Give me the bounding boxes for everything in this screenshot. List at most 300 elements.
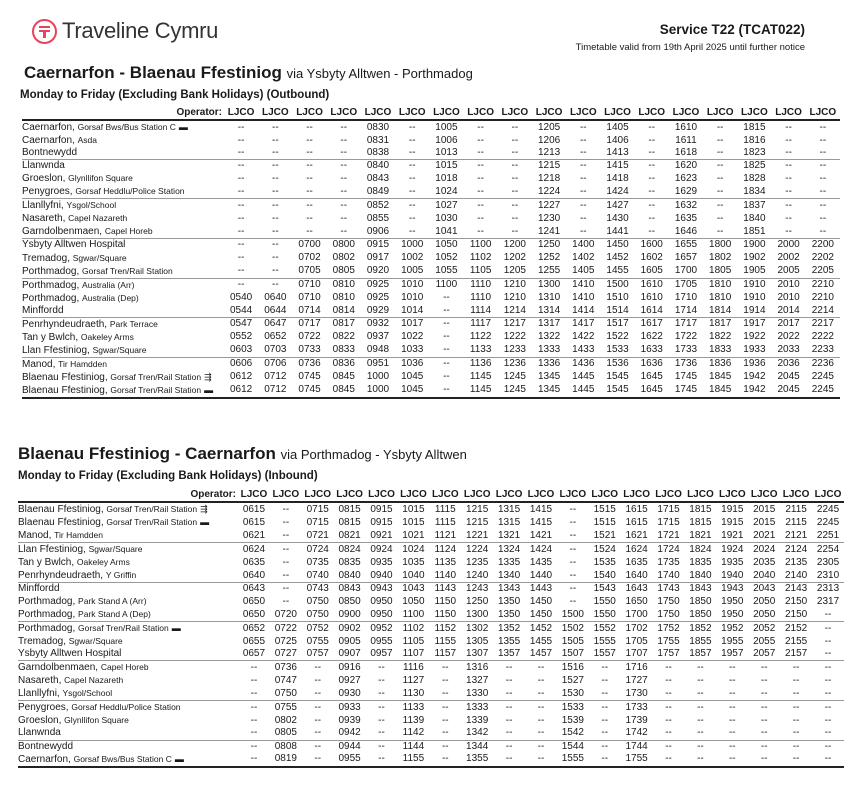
- table-row: [22, 331, 840, 344]
- departure-time: --: [340, 121, 348, 133]
- departure-time: 0948: [366, 344, 390, 356]
- stop-detail: Oakeley Arms: [76, 557, 130, 567]
- departure-time: --: [271, 172, 279, 184]
- departure-time: 1910: [743, 292, 766, 304]
- departure-time: 2205: [811, 265, 834, 277]
- stop-detail: Glynllifon Square: [64, 715, 129, 726]
- departure-time: 0907: [338, 648, 361, 660]
- stop-detail: Tir Hamdden: [58, 358, 107, 369]
- departure-time: --: [792, 687, 800, 699]
- departure-time: 2022: [777, 331, 800, 343]
- operator-code: LJCO: [224, 106, 258, 120]
- operator-code: LJCO: [532, 106, 566, 120]
- departure-time: 0935: [370, 556, 393, 568]
- departure-time: 1645: [640, 371, 663, 383]
- departure-time: --: [493, 661, 525, 675]
- departure-time: 2124: [780, 543, 812, 557]
- operator-code: LJCO: [621, 488, 653, 502]
- departure-time: 0540: [229, 292, 253, 304]
- departure-time: 1317: [532, 317, 566, 331]
- outbound-route-name: Caernarfon - Blaenau Ffestiniog: [24, 63, 282, 82]
- departure-time: 1250: [532, 239, 566, 252]
- departure-time: 0900: [338, 608, 361, 620]
- departure-time: 1127: [402, 674, 425, 686]
- departure-time: 1000: [395, 239, 429, 252]
- departure-time: 2251: [816, 529, 840, 541]
- departure-time: 2015: [753, 516, 776, 528]
- departure-time: --: [635, 160, 669, 173]
- departure-time: 1823: [743, 147, 766, 159]
- departure-time: 0925: [366, 292, 390, 304]
- departure-time: --: [760, 674, 768, 686]
- departure-time: 0830: [366, 121, 390, 133]
- departure-time: --: [812, 622, 844, 636]
- departure-time: 0843: [366, 172, 390, 184]
- departure-time: --: [824, 714, 832, 726]
- departure-time: 1605: [640, 265, 663, 277]
- departure-time: --: [282, 529, 290, 541]
- departure-time: 0808: [270, 740, 302, 753]
- stop-detail: Sgwar/Square: [68, 636, 123, 647]
- departure-time: --: [697, 727, 704, 739]
- inbound-route-via: via Porthmadog - Ysbyty Alltwen: [280, 447, 467, 462]
- departure-time: 1542: [561, 727, 584, 739]
- departure-time: 1345: [532, 384, 566, 398]
- departure-time: 2200: [806, 239, 840, 252]
- departure-time: 1144: [397, 740, 429, 753]
- departure-time: --: [306, 121, 313, 133]
- departure-time: 1824: [684, 543, 716, 557]
- departure-time: --: [824, 687, 832, 699]
- departure-time: 2317: [816, 595, 840, 607]
- departure-time: 1643: [621, 583, 653, 596]
- departure-time: --: [314, 714, 322, 726]
- stop-main: Llanwnda: [18, 727, 61, 739]
- departure-time: --: [716, 185, 724, 197]
- operator-code: LJCO: [366, 488, 398, 502]
- departure-time: --: [812, 753, 844, 767]
- departure-time: 0906: [366, 225, 390, 237]
- departure-time: 2143: [780, 583, 812, 596]
- departure-time: 0845: [327, 384, 361, 398]
- departure-time: 1817: [703, 317, 737, 331]
- stop-detail: Gorsaf Tren/Rail Station: [78, 623, 169, 634]
- stop-name: [18, 714, 238, 727]
- departure-time: --: [505, 674, 513, 686]
- departure-time: 1406: [606, 134, 629, 146]
- stop-main: Porthmadog,: [22, 292, 80, 304]
- departure-time: --: [511, 121, 519, 133]
- departure-time: 0845: [332, 371, 355, 383]
- departure-time: --: [477, 147, 484, 159]
- inbound-route-name: Blaenau Ffestiniog - Caernarfon: [18, 444, 276, 463]
- departure-time: 2002: [777, 252, 800, 264]
- departure-time: --: [340, 185, 348, 197]
- departure-time: 2036: [772, 357, 806, 371]
- departure-time: --: [302, 701, 334, 715]
- departure-time: --: [464, 199, 498, 213]
- departure-time: --: [464, 160, 498, 173]
- operator-code: LJCO: [258, 106, 292, 120]
- departure-time: 1307: [466, 648, 489, 660]
- departure-time: 1533: [606, 344, 629, 356]
- departure-time: 1715: [657, 503, 680, 515]
- bus-icon: ▬: [174, 753, 184, 764]
- departure-time: 1527: [561, 674, 584, 686]
- table-row: [22, 120, 840, 134]
- departure-time: 0736: [270, 661, 302, 675]
- departure-time: 1942: [737, 384, 771, 398]
- departure-time: 1633: [640, 344, 663, 356]
- departure-time: --: [716, 134, 724, 146]
- departure-time: --: [716, 147, 724, 159]
- departure-time: 0955: [334, 753, 366, 767]
- table-row: [18, 648, 844, 661]
- departure-time: 1221: [466, 529, 489, 541]
- stop-main: Blaenau Ffestiniog,: [18, 517, 104, 528]
- departure-time: --: [340, 134, 348, 146]
- departure-time: 1017: [395, 317, 429, 331]
- departure-time: 0650: [242, 595, 266, 607]
- stop-main: Tremadog,: [18, 636, 66, 648]
- stop-main: Porthmadog,: [22, 279, 80, 291]
- departure-time: --: [408, 185, 416, 197]
- departure-time: --: [282, 516, 290, 528]
- departure-time: --: [314, 727, 322, 739]
- departure-time: 1740: [657, 569, 680, 581]
- departure-time: 1636: [635, 357, 669, 371]
- departure-time: --: [314, 674, 322, 686]
- stop-name: [22, 120, 224, 134]
- departure-time: --: [601, 687, 609, 699]
- departure-time: 1755: [657, 635, 680, 647]
- operator-code: LJCO: [292, 106, 326, 120]
- departure-time: --: [780, 753, 812, 767]
- departure-time: 1714: [674, 304, 698, 316]
- departure-time: 2010: [777, 292, 800, 304]
- departure-time: --: [525, 740, 557, 753]
- departure-time: --: [237, 225, 245, 237]
- operator-code: LJCO: [716, 488, 748, 502]
- inbound-route-title: [18, 444, 467, 464]
- departure-time: 1352: [493, 622, 525, 636]
- departure-time: 0805: [332, 265, 355, 277]
- stop-main: Llan Ffestiniog,: [22, 344, 90, 356]
- table-row: [22, 305, 840, 318]
- departure-time: --: [443, 371, 450, 383]
- departure-time: 0640: [242, 569, 266, 581]
- departure-time: 2313: [812, 583, 844, 596]
- departure-time: --: [270, 583, 302, 596]
- departure-time: 1410: [566, 278, 600, 292]
- departure-time: --: [505, 687, 513, 699]
- departure-time: 1550: [593, 608, 616, 620]
- departure-time: --: [703, 199, 737, 213]
- departure-time: 1736: [669, 357, 703, 371]
- departure-time: 1024: [435, 185, 458, 197]
- departure-time: 0950: [370, 595, 393, 607]
- departure-time: 1110: [470, 292, 492, 304]
- departure-time: 2045: [777, 371, 800, 383]
- departure-time: --: [648, 121, 656, 133]
- departure-time: 1115: [434, 516, 456, 528]
- departure-time: --: [378, 727, 385, 739]
- stop-name: [22, 344, 224, 358]
- departure-time: 0835: [338, 556, 361, 568]
- departure-time: --: [498, 199, 532, 213]
- departure-time: 2005: [777, 265, 800, 277]
- departure-time: --: [748, 661, 780, 675]
- stop-main: Groeslon,: [22, 173, 66, 185]
- departure-time: 1133: [469, 344, 492, 356]
- departure-time: 1415: [529, 516, 553, 528]
- departure-time: --: [780, 701, 812, 715]
- stop-main: Llan Ffestiniog,: [18, 544, 86, 555]
- departure-time: 0603: [229, 344, 253, 356]
- departure-time: 1110: [464, 278, 498, 292]
- departure-time: 1418: [606, 172, 629, 184]
- departure-time: --: [511, 172, 519, 184]
- departure-time: 1722: [674, 331, 698, 343]
- departure-time: --: [477, 185, 484, 197]
- departure-time: 0852: [361, 199, 395, 213]
- departure-time: --: [271, 212, 279, 224]
- table-row: [22, 172, 840, 185]
- stop-name: [18, 648, 238, 661]
- departure-time: --: [271, 134, 279, 146]
- table-row: [18, 556, 844, 569]
- departure-time: --: [569, 569, 577, 581]
- table-row: [22, 160, 840, 173]
- departure-time: --: [569, 503, 577, 515]
- departure-time: --: [601, 674, 609, 686]
- outbound-route-title: [24, 63, 473, 83]
- departure-time: 1745: [669, 384, 703, 398]
- departure-time: 0800: [327, 239, 361, 252]
- bus-icon: ▬: [171, 623, 181, 634]
- departure-time: --: [589, 753, 621, 767]
- departure-time: 1036: [395, 357, 429, 371]
- departure-time: 1117: [464, 317, 498, 331]
- departure-time: 0643: [238, 583, 270, 596]
- departure-time: 1215: [532, 160, 566, 173]
- departure-time: 2121: [784, 529, 808, 541]
- departure-time: 0916: [334, 661, 366, 675]
- departure-time: 1510: [606, 292, 629, 304]
- departure-time: 1750: [657, 608, 680, 620]
- departure-time: --: [824, 648, 832, 660]
- departure-time: 1517: [600, 317, 634, 331]
- departure-time: 1840: [743, 212, 766, 224]
- departure-time: --: [716, 753, 748, 767]
- departure-time: 1445: [572, 371, 595, 383]
- departure-time: 1310: [537, 292, 561, 304]
- outbound-route-via: via Ysbyty Alltwen - Porthmadog: [286, 66, 473, 81]
- departure-time: --: [806, 199, 840, 213]
- departure-time: --: [819, 225, 827, 237]
- operator-code: LJCO: [653, 488, 685, 502]
- departure-time: --: [716, 661, 748, 675]
- departure-time: --: [569, 595, 577, 607]
- departure-time: 1441: [606, 225, 629, 237]
- stop-name: [22, 185, 224, 199]
- departure-time: 1521: [593, 529, 616, 541]
- departure-time: 0855: [366, 212, 390, 224]
- departure-time: --: [728, 714, 736, 726]
- departure-time: 0652: [238, 622, 270, 636]
- departure-time: --: [493, 701, 525, 715]
- departure-time: --: [292, 199, 326, 213]
- operator-code: LJCO: [429, 106, 463, 120]
- departure-time: 1705: [625, 635, 648, 647]
- stop-main: Caernarfon,: [22, 122, 75, 133]
- departure-time: --: [408, 147, 416, 159]
- departure-time: --: [340, 147, 348, 159]
- departure-time: 1230: [537, 212, 561, 224]
- stop-name: [22, 305, 224, 318]
- departure-time: --: [716, 172, 724, 184]
- departure-time: --: [525, 701, 557, 715]
- departure-time: 0840: [361, 160, 395, 173]
- departure-time: 1802: [709, 252, 732, 264]
- stop-main: Blaenau Ffestiniog,: [22, 371, 108, 383]
- departure-time: 1002: [401, 252, 424, 264]
- departure-time: 0624: [238, 543, 270, 557]
- departure-time: 1835: [689, 556, 712, 568]
- departure-time: --: [224, 278, 258, 292]
- departure-time: 1840: [689, 569, 712, 581]
- stop-detail: Capel Nazareth: [64, 675, 124, 686]
- departure-time: --: [525, 753, 557, 767]
- departure-time: 0831: [366, 134, 390, 146]
- service-number: Service T22 (TCAT022): [659, 22, 805, 37]
- table-row: [22, 357, 840, 371]
- departure-time: --: [511, 225, 519, 237]
- departure-time: 1102: [469, 252, 492, 264]
- departure-time: 1427: [600, 199, 634, 213]
- departure-time: 1507: [561, 648, 584, 660]
- stop-detail: Gorsaf Heddlu/Police Station: [71, 702, 181, 713]
- stop-detail: Australia (Arr): [82, 279, 135, 290]
- stop-name: [22, 147, 224, 160]
- departure-time: 0802: [274, 714, 297, 726]
- departure-time: 1030: [435, 212, 458, 224]
- departure-time: 2033: [777, 344, 800, 356]
- departure-time: 1157: [434, 648, 457, 660]
- departure-time: 1735: [657, 556, 680, 568]
- departure-time: --: [601, 727, 609, 739]
- departure-time: --: [589, 740, 621, 753]
- departure-time: 1100: [464, 239, 498, 252]
- departure-time: --: [557, 543, 589, 557]
- departure-time: 1900: [737, 239, 771, 252]
- stop-main: Garndolbenmaen,: [22, 226, 103, 238]
- departure-time: 2040: [753, 569, 776, 581]
- departure-time: --: [306, 172, 313, 184]
- stop-name: [22, 252, 224, 265]
- departure-time: --: [579, 121, 587, 133]
- departure-time: --: [366, 740, 398, 753]
- stop-main: Ysbyty Alltwen Hospital: [18, 648, 122, 660]
- departure-time: 1140: [434, 569, 457, 581]
- departure-time: --: [525, 661, 557, 675]
- departure-time: 1405: [606, 121, 629, 133]
- stop-detail: Gorsaf Tren/Rail Station: [106, 517, 198, 527]
- bus-icon: ▬: [178, 122, 188, 132]
- departure-time: 0902: [334, 622, 366, 636]
- departure-time: 0822: [332, 331, 355, 343]
- table-row: [22, 239, 840, 252]
- operator-header-row: [18, 488, 844, 502]
- departure-time: 1536: [600, 357, 634, 371]
- departure-time: 0552: [229, 331, 253, 343]
- departure-time: 1739: [625, 714, 648, 726]
- departure-time: --: [579, 134, 587, 146]
- departure-time: 1014: [401, 304, 424, 316]
- departure-time: 1215: [466, 503, 489, 515]
- departure-time: --: [443, 331, 450, 343]
- operator-code: LJCO: [669, 106, 703, 120]
- departure-time: 1515: [593, 516, 616, 528]
- departure-time: 0710: [292, 278, 326, 292]
- departure-time: 1115: [434, 503, 456, 515]
- departure-time: --: [302, 661, 334, 675]
- departure-time: --: [378, 674, 385, 686]
- table-row: [22, 317, 840, 331]
- departure-time: --: [282, 556, 290, 568]
- departure-time: 0952: [366, 622, 398, 636]
- departure-time: 1414: [572, 304, 595, 316]
- departure-time: 1640: [625, 569, 648, 581]
- departure-time: 2045: [772, 384, 806, 398]
- table-row: [18, 701, 844, 715]
- departure-time: 1415: [529, 503, 553, 515]
- table-row: [22, 384, 840, 398]
- operator-code: LJCO: [302, 488, 334, 502]
- departure-time: --: [728, 727, 736, 739]
- departure-time: 1752: [653, 622, 685, 636]
- departure-time: --: [537, 687, 545, 699]
- departure-time: --: [505, 727, 513, 739]
- departure-time: 0921: [370, 529, 393, 541]
- stop-name: [22, 371, 224, 384]
- table-row: [18, 714, 844, 727]
- departure-time: 1635: [625, 556, 648, 568]
- table-row: [18, 543, 844, 557]
- operator-label: Operator:: [18, 488, 238, 502]
- table-row: [18, 569, 844, 583]
- departure-time: --: [703, 160, 737, 173]
- departure-time: 1422: [572, 331, 595, 343]
- departure-time: 0717: [292, 317, 326, 331]
- departure-time: --: [648, 172, 656, 184]
- departure-time: 0712: [264, 371, 287, 383]
- departure-time: --: [306, 147, 313, 159]
- departure-time: 1745: [674, 371, 698, 383]
- departure-time: 1122: [469, 331, 492, 343]
- departure-time: 1757: [657, 648, 680, 660]
- table-row: [18, 583, 844, 596]
- departure-time: --: [306, 212, 313, 224]
- stop-name: [18, 674, 238, 687]
- departure-time: 1624: [621, 543, 653, 557]
- departure-time: 1614: [640, 304, 663, 316]
- table-row: [22, 344, 840, 358]
- departure-time: 1155: [434, 635, 457, 647]
- departure-time: --: [258, 199, 292, 213]
- departure-time: 0715: [306, 503, 329, 515]
- departure-time: 1730: [625, 687, 648, 699]
